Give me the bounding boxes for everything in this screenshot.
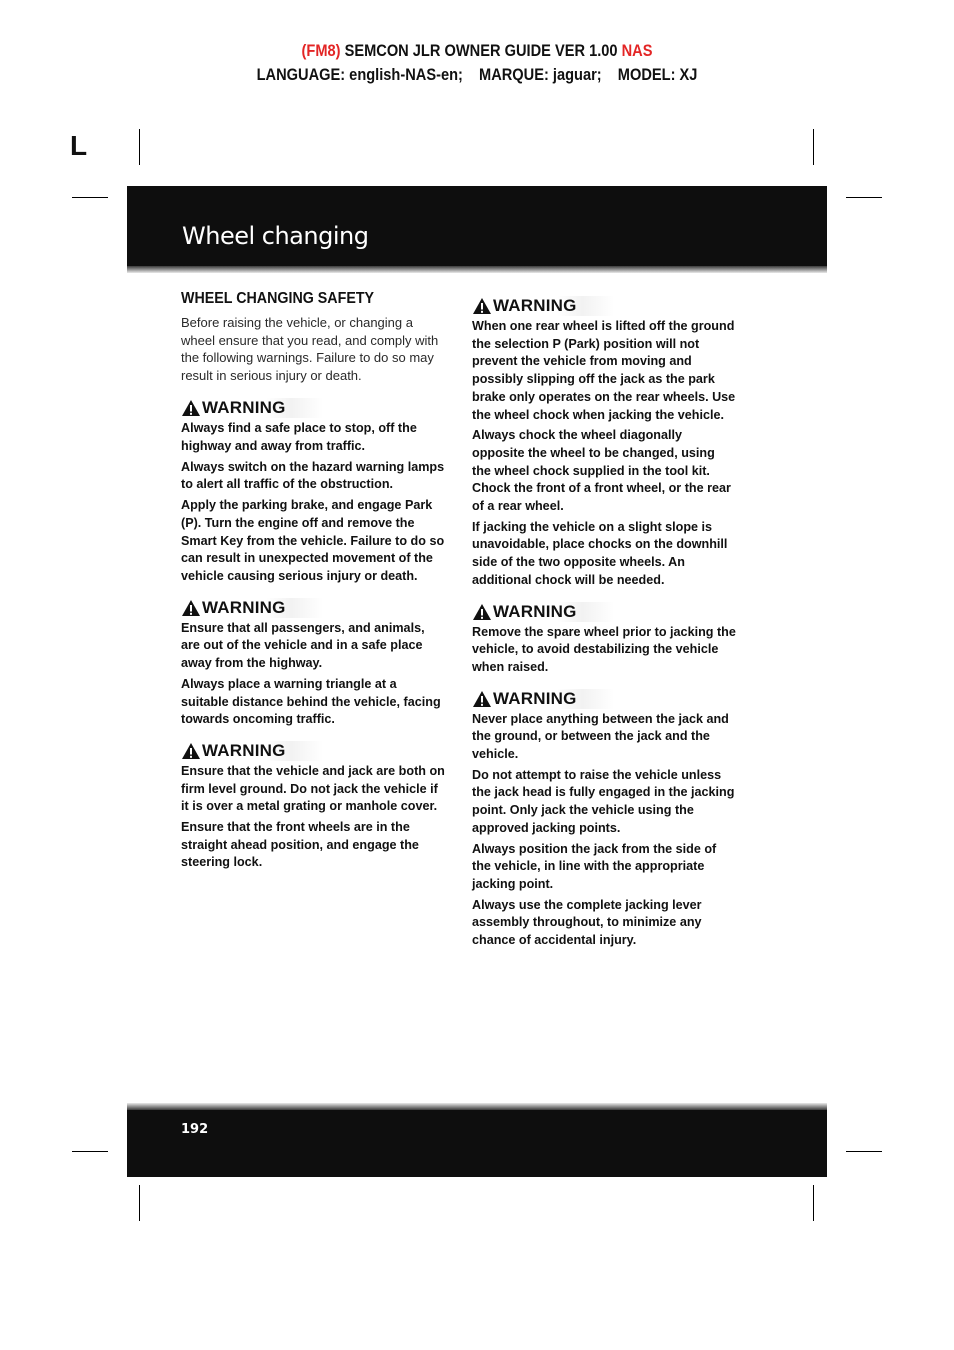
title-bar-gradient [127,266,827,273]
document-header-line-1 [67,41,887,61]
warning-text: Always place a warning triangle at a suitable distance behind the vehicle, facing towards oncoming traffic. [181,676,441,727]
warning-text: Do not attempt to raise the vehicle unless the jack head is fully engaged in the jacking point. Only jack the vehicle using the approved jacking points. [472,767,735,835]
margin-letter: L [70,130,88,161]
warning-label: WARNING [493,296,577,315]
header-prefix: (FM8) [301,41,341,60]
footer-bar [127,1110,827,1177]
warning-label: WARNING [202,740,286,760]
page-title: Wheel changing [182,222,369,250]
warning-label: WARNING [493,601,577,621]
section-intro: Before raising the vehicle, or changing a wheel ensure that you read, and comply with the following warnings. Failure to do so may result in serious injury or death. [181,315,439,383]
warning-text: Always find a safe place to stop, off the highway and away from traffic. [181,421,417,454]
warning-text: Apply the parking brake, and engage Park (P). Turn the engine off and remove the Smart Key from the vehicle. Failure to do so can result in unexpected movement of the vehicle causing serious injury or death. [181,498,445,583]
warning-triangle-icon [472,603,492,621]
warning-label: WARNING [202,398,286,418]
crop-mark [813,129,814,165]
left-warnings [181,398,446,872]
footer-gradient [127,1103,827,1110]
warning-block [181,598,446,729]
crop-mark [846,1151,882,1152]
warning-block [472,296,737,590]
warning-label: WARNING [202,597,286,617]
right-column [472,296,737,962]
warning-text: When one rear wheel is lifted off the ground the selection P (Park) position will not prevent the vehicle from moving and possibly slipping off the jack as the park brake only operates on the rear wheels. Use the wheel chock when jacking the vehicle. [472,319,736,422]
warning-heading [472,296,614,316]
warning-heading [181,741,323,761]
warning-block [181,741,446,872]
warning-text: Always use the complete jacking lever assembly throughout, to minimize any chance of accidental injury. [472,897,702,948]
warning-triangle-icon [472,297,492,315]
warning-block [472,689,737,950]
warning-text: Remove the spare wheel prior to jacking the vehicle, to avoid destabilizing the vehicle when raised. [472,624,736,674]
warning-triangle-icon [472,690,492,708]
warning-heading [472,602,614,622]
warning-text: If jacking the vehicle on a slight slope is unavoidable, place chocks on the downhill side of the two opposite wheels. An additional chock will be needed. [472,519,728,587]
warning-heading [181,598,323,618]
warning-text: Ensure that the vehicle and jack are both on firm level ground. Do not jack the vehicle if it is over a metal grating or manhole cover. [181,763,445,814]
section-heading: WHEEL CHANGING SAFETY [181,290,375,307]
right-warnings [472,296,737,950]
header-model: MODEL: XJ [617,65,698,84]
warning-triangle-icon [181,742,201,760]
left-column [181,290,446,884]
document-header-line-2 [67,65,887,85]
crop-mark [139,1185,140,1221]
warning-text: Always switch on the hazard warning lamps to alert all traffic of the obstruction. [181,459,445,492]
header-marque: MARQUE: jaguar; [479,65,602,84]
crop-mark [846,197,882,198]
warning-text: Always position the jack from the side of the vehicle, in line with the appropriate jacking point. [472,841,717,891]
warning-text: Never place anything between the jack and the ground, or between the jack and the vehicle. [472,711,729,762]
crop-mark [72,197,108,198]
crop-mark [813,1185,814,1221]
warning-block [472,602,737,677]
warning-block [181,398,446,585]
header-language: LANGUAGE: english-NAS-en; [256,65,463,84]
page-number: 192 [181,1122,209,1137]
warning-heading [472,689,614,709]
warning-heading [181,398,323,418]
warning-text: Ensure that all passengers, and animals, are out of the vehicle and in a safe place away from the highway. [181,620,425,671]
warning-label: WARNING [493,688,577,708]
warning-text: Always chock the wheel diagonally opposite the wheel to be changed, using the wheel chock supplied in the tool kit. Chock the front of a front wheel, or the rear of a rear wheel. [472,428,731,514]
crop-mark [72,1151,108,1152]
warning-triangle-icon [181,399,201,417]
header-suffix: NAS [621,41,653,60]
crop-mark [139,129,140,165]
header-title: SEMCON JLR OWNER GUIDE VER 1.00 [344,41,618,60]
warning-triangle-icon [181,599,201,617]
warning-text: Ensure that the front wheels are in the straight ahead position, and engage the steering lock. [181,820,419,870]
